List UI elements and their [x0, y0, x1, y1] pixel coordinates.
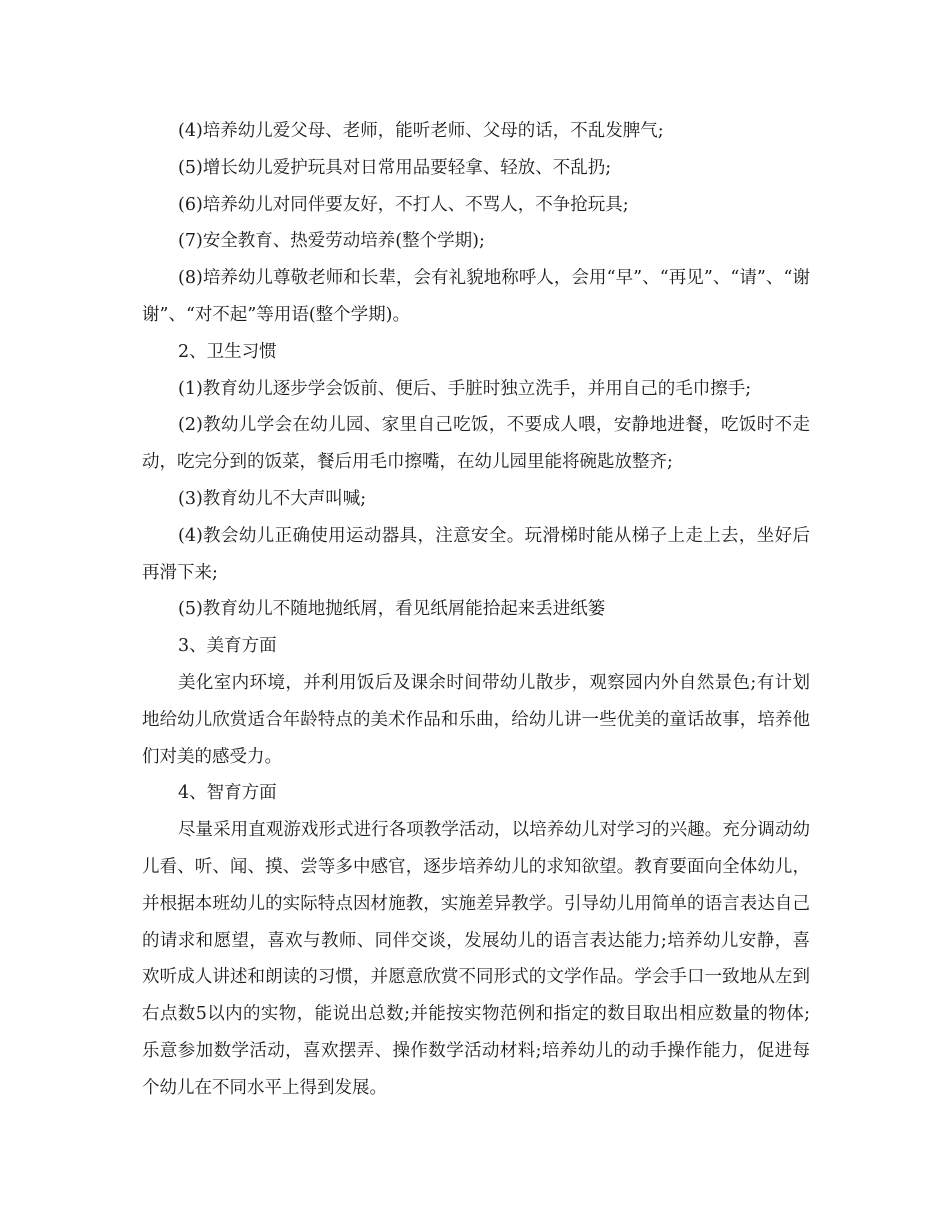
paragraph-aesthetic-education: 美化室内环境，并利用饭后及课余时间带幼儿散步，观察园内外自然景色;有计划地给幼儿欣赏适合年龄特点的美术作品和乐曲，给幼儿讲一些优美的童话故事，培养他们对美的感受力。: [142, 672, 810, 767]
paragraph-eating: (2)教幼儿学会在幼儿园、家里自己吃饭，不要成人喂，安静地进餐，吃饭时不走动，吃完分到的饭菜，餐后用毛巾擦嘴，在幼儿园里能将碗匙放整齐;: [142, 415, 810, 473]
paragraph-no-littering: (5)教育幼儿不随地抛纸屑，看见纸屑能拾起来丢进纸篓: [178, 599, 606, 620]
section-heading-hygiene: 2、卫生习惯: [178, 341, 277, 362]
paragraph-polite-language: (8)培养幼儿尊敬老师和长辈，会有礼貌地称呼人，会用“早”、“再见”、“请”、“谢谢”、“对不起”等用语(整个学期)。: [142, 268, 810, 325]
paragraph-safety-labor: (7)安全教育、热爱劳动培养(整个学期);: [178, 231, 485, 252]
paragraph-handwashing: (1)教育幼儿逐步学会饭前、便后、手脏时独立洗手，并用自己的毛巾擦手;: [178, 378, 752, 399]
paragraph-no-shouting: (3)教育幼儿不大声叫喊;: [178, 488, 367, 509]
document-page: [142, 113, 810, 1107]
section-heading-intellectual: 4、智育方面: [178, 783, 277, 804]
paragraph-care-toys: (5)增长幼儿爱护玩具对日常用品要轻拿、轻放、不乱扔;: [178, 157, 612, 178]
paragraph-love-parents: (4)培养幼儿爱父母、老师，能听老师、父母的话，不乱发脾气;: [178, 121, 664, 141]
paragraph-sports-equipment: (4)教会幼儿正确使用运动器具，注意安全。玩滑梯时能从梯子上走上去，坐好后再滑下来;: [142, 525, 810, 583]
section-heading-aesthetic: 3、美育方面: [178, 636, 277, 657]
paragraph-friendly-peers: (6)培养幼儿对同伴要友好，不打人、不骂人，不争抢玩具;: [178, 194, 629, 215]
paragraph-intellectual-education: 尽量采用直观游戏形式进行各项教学活动，以培养幼儿对学习的兴趣。充分调动幼儿看、听、闻、摸、尝等多中感官，逐步培养幼儿的求知欲望。教育要面向全体幼儿，并根据本班幼儿的实际特点因材施教，实施差异教学。引导幼儿用简单的语言表达自己的请求和愿望，喜欢与教师、同伴交谈，发展幼儿的语言表达能力;培养幼儿安静，喜欢听成人讲述和朗读的习惯，并愿意欣赏不同形式的文学作品。学会手口一致地从左到右点数5以内的实物，能说出总数;并能按实物范例和指定的数目取出相应数量的物体;乐意参加数学活动，喜欢摆弄、操作数学活动材料;培养幼儿的动手操作能力，促进每个幼儿在不同水平上得到发展。: [142, 820, 810, 1098]
